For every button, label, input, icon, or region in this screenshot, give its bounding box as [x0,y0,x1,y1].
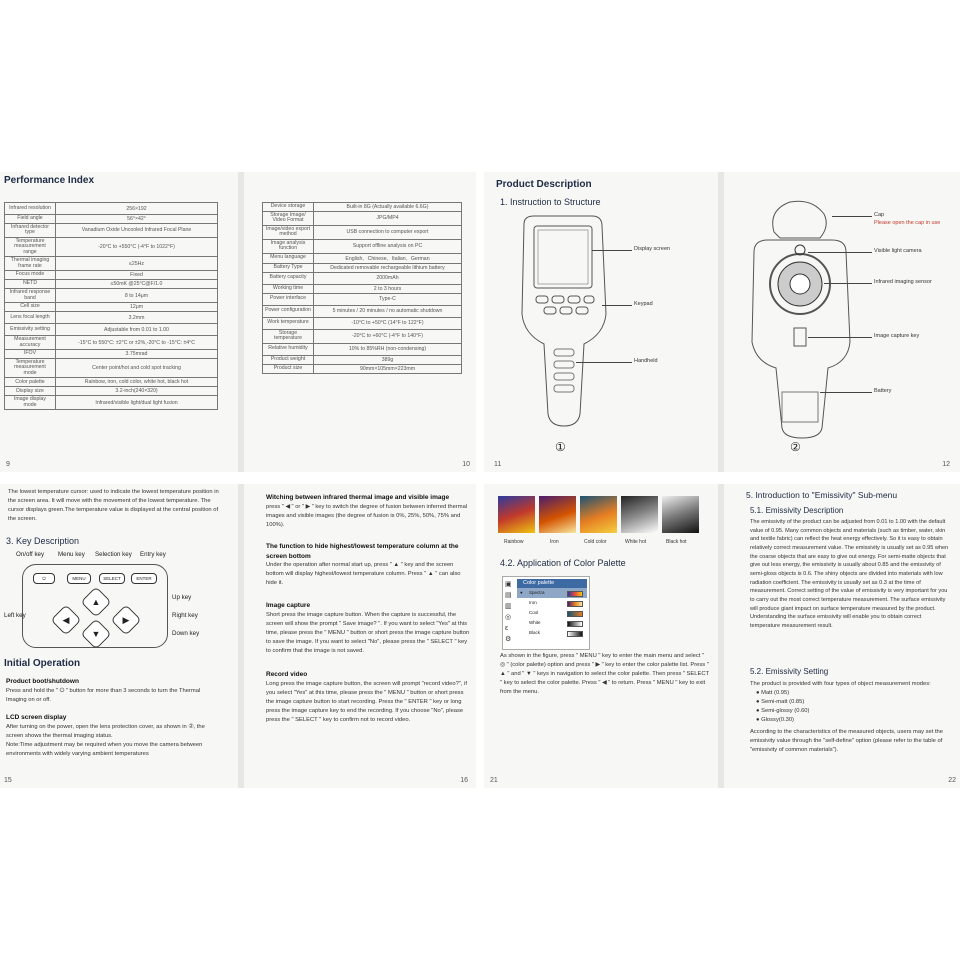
spec-row [5,224,218,238]
palette-preview [567,591,583,597]
page-16 [244,484,476,788]
palette-option-black[interactable] [517,628,587,638]
spec-value: Fixed [56,271,218,280]
spec-row [5,271,218,280]
section-title: 5.1. Emissivity Description [750,506,844,515]
spec-row [263,239,462,253]
section-hide-column-text: Under the operation after normal start up, press " ▲ " key and the screen bottom will display highest/lowest temperature column. Press " ▲ " can also hide it. [266,562,461,586]
spec-row [263,284,462,293]
spec-row [5,203,218,215]
mode-label: Glossy(0.30) [761,716,794,723]
right-button[interactable] [110,604,141,635]
mode-semi-glossy: ● Semi-glossy (0.60) [756,707,810,714]
spec-row [263,225,462,239]
spec-row [263,253,462,263]
palette-option-label: Spectra [529,590,545,595]
page-10 [244,172,476,472]
left-arrow-icon: ◀ [62,615,70,625]
page-title: 5. Introduction to "Emissivity" Sub-menu [746,490,898,500]
spec-key: Relative humidity [263,343,314,355]
label-left-key: Left key [4,612,26,619]
boot-text: Press and hold the " ⏻ " button for more than 3 seconds to turn the Thermal Imaging on or off. [6,688,201,703]
spec-row [263,203,462,212]
emissivity-setting-text: According to the characteristics of the measured objects, users may set the emissivity value through the "self-define" option (please refer to the table of "emissivity of common materials"). [750,729,943,753]
select-button[interactable]: SELECT [99,573,125,584]
leader-line [820,392,872,393]
spec-row [263,212,462,226]
spec-value: 12μm [56,303,218,312]
label-cap-note: Please open the cap in use [874,220,941,226]
label-down-key: Down key [172,630,200,637]
boot-title: Product boot/shutdown [6,678,79,685]
spec-value: Adjustable from 0.01 to 1.00 [56,324,218,336]
spec-value: 10% to 85%RH (non-condensing) [314,343,462,355]
spec-key: Power interface [263,293,314,305]
page-number: 12 [942,461,950,468]
spec-table-2 [262,202,462,374]
spec-key: Infrared response band [5,289,56,303]
spec-value: 8 to 14μm [56,289,218,303]
spec-value: USB connection to computer export [314,225,462,239]
leader-line [808,337,872,338]
mode-label: Matt (0.95) [761,690,790,696]
section-capture-title: Image capture [266,602,311,609]
spec-key: Field angle [5,215,56,224]
lcd-text: After turning on the power, open the lens protection cover, as shown in ②, the screen shows the thermal imaging status. [6,724,205,739]
mode-matt: ● Matt (0.95) [756,690,790,696]
swatch-label: Rainbow [504,539,524,545]
label-infrared-sensor: Infrared imaging sensor [874,279,932,285]
menu-icon-column [505,579,515,645]
spec-key: Measurement accuracy [5,336,56,350]
label-visible-light-camera: Visible light camera [874,248,922,254]
display-icon: ▥ [505,603,512,610]
spec-row [5,358,218,377]
spec-value: -10°C to +50°C (14°F to 122°F) [314,317,462,329]
spec-value: -15°C to 550°C: ±2°C or ±2%,-20°C to -15°C: ±4°C [56,336,218,350]
spec-key: Menu language [263,253,314,263]
page-number: 10 [462,461,470,468]
label-onoff-key: On/off key [16,551,45,558]
spec-key: Power configuration [263,305,314,317]
spec-key: Device storage [263,203,314,212]
spec-key: Display size [5,387,56,396]
lcd-note: Note:Time adjustment may be required when you move the camera between environments with widely varying ambient temperatures [6,742,203,757]
up-button[interactable] [80,586,111,617]
palette-menu [502,576,590,650]
label-cap: Cap [874,212,885,218]
spec-value: 3.2mm [56,312,218,324]
page-title: Performance Index [4,175,95,186]
spec-key: Working time [263,284,314,293]
spec-key: Lens focal length [5,312,56,324]
spec-key: Color palette [5,378,56,387]
palette-header: Color palette [517,579,587,588]
page-number: 11 [494,461,502,468]
label-handheld: Handheld [634,358,658,364]
emissivity-icon: ε [505,625,509,632]
spec-key: Product weight [263,355,314,364]
spec-row [5,303,218,312]
spec-value: -20°C to +550°C (-4°F to 1022°F) [56,237,218,256]
page-12 [724,172,960,472]
down-button[interactable] [80,618,111,649]
label-selection-key: Selection key [95,551,132,558]
figure-number: ② [790,440,801,454]
section-title: 1. Instruction to Structure [500,197,601,207]
camera-front-illustration [514,214,614,429]
spec-row [263,293,462,305]
spec-value: Infrared/visible light/dual light fusion [56,396,218,410]
swatch-iron [539,496,576,533]
figure-number: ① [555,440,566,454]
spec-value: 2000mAh [314,272,462,284]
cursor-description: The lowest temperature cursor: used to indicate the lowest temperature position in the screen area. It will move with the movement of the lowest temperature. The cursor displays green.The temperature value is displayed at the central position of the screen. [8,489,219,522]
spec-value: 3.2-inch(240×320) [56,387,218,396]
camera-back-illustration [740,192,860,442]
leader-line [576,362,632,363]
spec-key: Image display mode [5,396,56,410]
spec-value: ≤25Hz [56,257,218,271]
spec-key: Temperature measurement mode [5,358,56,377]
spec-key: Storage Image/ Video Format [263,212,314,226]
spec-row [263,364,462,373]
spec-value: 2 to 3 hours [314,284,462,293]
page-21 [484,484,718,788]
palette-option-label: Iron [529,600,537,605]
lcd-title: LCD screen display [6,714,67,721]
spec-key: Battery Type [263,263,314,272]
spec-row [5,215,218,224]
spec-value: Rainbow, iron, cold color, white hot, black hot [56,378,218,387]
label-entry-key: Entry key [140,551,166,558]
palette-option-spectra[interactable] [517,588,587,598]
spec-value: 5 minutes / 20 minutes / no automatic shutdown [314,305,462,317]
spec-key: Product size [263,364,314,373]
mode-label: Semi-glossy (0.60) [761,707,810,714]
emissivity-mode-list [756,689,946,725]
spec-row [5,349,218,358]
spec-key: Work temperature [263,317,314,329]
section-hide-column-title: The function to hide highest/lowest temperature column at the screen bottom [266,543,459,560]
swatch-black-hot [662,496,699,533]
section-capture-text: Short press the image capture button. When the capture is successful, the screen will show the prompt " Save image? ". If you want to select "Yes" at this time, please press the " MENU " button or short press the image capture button to save the image. If you want to select "No", please press the " SELECT " key to confirm that the image is not saved. [266,612,470,654]
section-record-title: Record video [266,671,308,678]
leader-line [592,250,632,251]
spec-row [263,355,462,364]
spec-row [5,336,218,350]
page-9 [0,172,238,472]
gear-icon: ⚙ [505,636,512,643]
spec-row [5,289,218,303]
palette-option-white[interactable] [517,618,587,628]
spec-key: Thermal imaging frame rate [5,257,56,271]
label-up-key: Up key [172,594,192,601]
spec-key: Cell size [5,303,56,312]
palette-list [517,579,587,638]
spec-row [5,312,218,324]
spec-value: 56°×42° [56,215,218,224]
enter-button[interactable]: ENTER [131,573,157,584]
spec-value: Vanadium Oxide Uncooled Infrared Focal Plane [56,224,218,238]
label-battery: Battery [874,388,892,394]
spec-value: Center point/hot and cold spot tracking [56,358,218,377]
initial-operation-title: Initial Operation [4,658,81,669]
page-number: 22 [948,777,956,784]
leader-line [824,283,872,284]
leader-line [602,305,632,306]
spec-row [5,387,218,396]
section-title: 4.2. Application of Color Palette [500,558,626,568]
up-arrow-icon: ▲ [91,597,101,607]
spec-value: Dedicated removable rechargeable lithium battery [314,263,462,272]
label-display-screen: Display screen [634,246,671,252]
spec-row [5,237,218,256]
spec-key: Infrared detector type [5,224,56,238]
spec-row [263,272,462,284]
mode-glossy: ● Glossy(0.30) [756,716,794,723]
spec-value: ≤50mK @25°C@F/1.0 [56,280,218,289]
spec-key: Image/video export method [263,225,314,239]
page-number: 21 [490,777,498,784]
palette-preview [567,631,583,637]
emissivity-setting-intro: The product is provided with four types of object measurement modes: [750,681,931,687]
mode-label: Semi-matt (0.85) [761,698,805,705]
swatch-label: Black hot [666,539,687,545]
spec-key: NETD [5,280,56,289]
spec-row [263,329,462,343]
spec-key: Infrared resolution [5,203,56,215]
palette-preview [567,611,583,617]
spec-row [5,396,218,410]
spec-row [263,263,462,272]
swatch-rainbow [498,496,535,533]
spec-row [263,305,462,317]
swatch-label: Iron [550,539,559,545]
palette-option-label: Black [529,630,541,635]
page-11 [484,172,718,472]
label-menu-key: Menu key [58,551,85,558]
spec-key: Image analysis function [263,239,314,253]
section-title: 5.2. Emissivity Setting [750,667,829,676]
spec-key: Battery capacity [263,272,314,284]
keypad-diagram [22,564,168,648]
palette-preview [567,601,583,607]
palette-preview [567,621,583,627]
swatch-cold-color [580,496,617,533]
palette-swatches [498,496,708,536]
spec-value: 256×192 [56,203,218,215]
spec-row [5,280,218,289]
left-button[interactable] [50,604,81,635]
spec-value: 389g [314,355,462,364]
spec-key: IFOV [5,349,56,358]
down-arrow-icon: ▼ [91,629,101,639]
palette-option-iron[interactable] [517,598,587,608]
spec-table-1 [4,202,218,410]
page-15 [0,484,238,788]
page-number: 9 [6,461,10,468]
label-image-capture-key: Image capture key [874,333,920,339]
page-number: 15 [4,777,12,784]
palette-option-cool[interactable] [517,608,587,618]
palette-option-label: Cool [529,610,539,615]
swatch-white-hot [621,496,658,533]
page-number: 16 [460,777,468,784]
spec-row [5,324,218,336]
spec-row [263,343,462,355]
spec-row [263,317,462,329]
right-arrow-icon: ▶ [122,615,130,625]
swatch-label: White hot [625,539,647,545]
selected-radio-icon: ● [520,590,523,595]
spec-row [5,378,218,387]
spec-value: Type-C [314,293,462,305]
power-button[interactable]: ⏻ [33,573,55,584]
emissivity-description: The emissivity of the product can be adjusted from 0.01 to 1.00 with the default value of 0.95. Many common objects and materials (such as timber, water, skin and textile fabric) can reflect the heat energy effectively. So it is easy to obtain relatively correct measurement value. The emissivity is usually set as 0.95 when the coarse objects that are easy to give out energy. For semi-matte objects that give out less energy, the emissivity is usually about 0.85 and the emissivity of semi-gloss objects is 0.6. The shiny objects are divided into materials with low radiation coefficient. The emissivity is usually set as 0.3 at the time of measurement. Correct setting of the value of emissivity is very important for you to carry out the most correct temperature measurement. The surface emissivity will produce giant impact on surface temperature measured by the product. Understanding the surface emissivity will enable you to obtain correct temperature measurement result. [750,519,949,629]
spec-value: Support offline analysis on PC [314,239,462,253]
image-icon: ▤ [505,592,512,599]
spec-value: 90mm×105mm×223mm [314,364,462,373]
spec-value: 3.75mrad [56,349,218,358]
section-title: 3. Key Description [6,536,80,546]
page-title: Product Description [496,179,592,190]
spec-key: Storage temperature [263,329,314,343]
leader-line [832,216,872,217]
page-22 [724,484,960,788]
section-fusion-text: press " ◀ " or " ▶ " key to switch the degree of fusion between inferred thermal images and visible images (the degree of fusion is 0%, 25%, 50%, 75% and 100%). [266,504,468,528]
mode-semi-matt: ● Semi-matt (0.85) [756,698,805,705]
section-fusion-title: Witching between infrared thermal image and visible image [266,494,450,501]
menu-button[interactable]: MENU [67,573,91,584]
label-keypad: Keypad [634,301,653,307]
spec-value: JPG/MP4 [314,212,462,226]
spec-key: Emissivity setting [5,324,56,336]
label-right-key: Right key [172,612,198,619]
spec-key: Focus mode [5,271,56,280]
swatch-label: Cold color [584,539,607,545]
palette-option-label: White [529,620,541,625]
palette-instructions: As shown in the figure, press " MENU " key to enter the main menu and select " ◎ " (color palette) option and press " ▶ " key to enter the color palette list. Press " ▲ " and " ▼ " keys in navigation to select the color palette. Then press " SELECT " key to select the color palette. Press " ◀ " to return. Press " MENU " key to exit from the menu. [500,653,709,695]
leader-line [808,252,872,253]
palette-icon: ◎ [505,614,512,621]
spec-value: Built-in 8G (Actually available 6.6G) [314,203,462,212]
spec-value: -20°C to +60°C (-4°F to 140°F) [314,329,462,343]
spec-key: Temperature measurement range [5,237,56,256]
section-record-text: Long press the image capture button, the screen will prompt "record video?", if you select "Yes" at this time, please press the " MENU " button or short press the image capture button to start recording. Press the " ENTER " key or long press the image capture key to end the recording. If you choose "No", please press the " SELECT " key to confirm not to record video. [266,681,467,723]
spec-value: English、Chinese、Italian、German [314,253,462,263]
layers-icon: ▣ [505,581,512,588]
spec-row [5,257,218,271]
